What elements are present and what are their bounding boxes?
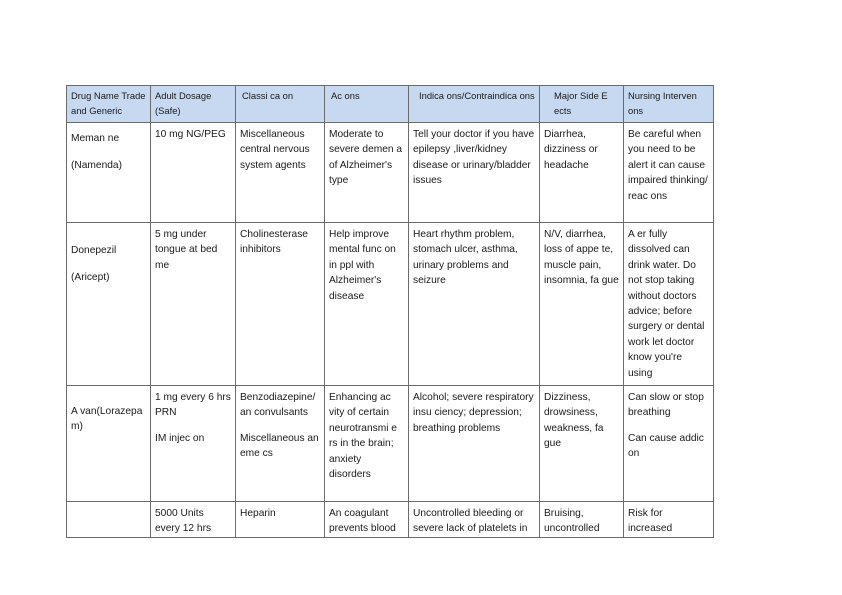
- dosage-cell: 5000 Units every 12 hrs: [151, 502, 236, 538]
- table-row: [67, 386, 714, 502]
- dosage-cell: 1 mg every 6 hrs PRN IM injec on: [151, 386, 236, 502]
- table-header-row: [67, 86, 714, 123]
- classification-cell: Benzodiazepine/ an convulsants Miscellaneous an eme cs: [236, 386, 325, 502]
- side-effects-cell: Diarrhea, dizziness or headache: [540, 123, 624, 223]
- header-drug-name: Drug Name Trade and Generic: [67, 86, 151, 123]
- nursing-cell: Risk for increased: [624, 502, 714, 538]
- actions-cell: Help improve mental func on in ppl with Alzheimer's disease: [325, 223, 409, 386]
- nursing-cell: A er fully dissolved can drink water. Do not stop taking without doctors advice; before surgery or dental work let doctor know you're using: [624, 223, 714, 386]
- dosage-cell: 5 mg under tongue at bed me: [151, 223, 236, 386]
- actions-cell: Moderate to severe demen a of Alzheimer's type: [325, 123, 409, 223]
- table-row: [67, 123, 714, 223]
- table-row: [67, 223, 714, 386]
- drug-generic-name: (Namenda): [71, 160, 122, 172]
- header-indications: Indica ons/Contraindica ons: [409, 86, 540, 123]
- table-row: [67, 502, 714, 538]
- classification-cell: Miscellaneous central nervous system agents: [236, 123, 325, 223]
- actions-cell: Enhancing ac vity of certain neurotransmi e rs in the brain; anxiety disorders: [325, 386, 409, 502]
- header-actions: Ac ons: [325, 86, 409, 123]
- drug-name-cell: [67, 386, 151, 502]
- dosage-cell: 10 mg NG/PEG: [151, 123, 236, 223]
- side-effects-cell: Dizziness, drowsiness, weakness, fa gue: [540, 386, 624, 502]
- drug-generic-name: (Aricept): [71, 272, 110, 284]
- header-adult-dosage: Adult Dosage (Safe): [151, 86, 236, 123]
- drug-trade-name: Meman ne: [71, 133, 120, 144]
- indications-cell: Tell your doctor if you have epilepsy ,liver/kidney disease or urinary/bladder issues: [409, 123, 540, 223]
- drug-name-cell: [67, 223, 151, 386]
- header-nursing: Nursing Interven ons: [624, 86, 714, 123]
- side-effects-cell: Bruising, uncontrolled: [540, 502, 624, 538]
- drug-table: [66, 85, 714, 538]
- drug-name-cell: [67, 502, 151, 538]
- header-side-effects: Major Side E ects: [540, 86, 624, 123]
- indications-cell: Heart rhythm problem, stomach ulcer, asthma, urinary problems and seizure: [409, 223, 540, 386]
- indications-cell: Uncontrolled bleeding or severe lack of platelets in: [409, 502, 540, 538]
- drug-trade-name: Donepezil: [71, 245, 117, 256]
- side-effects-cell: N/V, diarrhea, loss of appe te, muscle pain, insomnia, fa gue: [540, 223, 624, 386]
- nursing-cell: Be careful when you need to be alert it can cause impaired thinking/ reac ons: [624, 123, 714, 223]
- drug-trade-name: A van(Lorazepa m): [71, 406, 143, 433]
- classification-cell: Cholinesterase inhibitors: [236, 223, 325, 386]
- nursing-cell: Can slow or stop breathing Can cause addic on: [624, 386, 714, 502]
- drug-name-cell: [67, 123, 151, 223]
- header-classification: Classi ca on: [236, 86, 325, 123]
- indications-cell: Alcohol; severe respiratory insu ciency; depression; breathing problems: [409, 386, 540, 502]
- classification-cell: Heparin: [236, 502, 325, 538]
- actions-cell: An coagulant prevents blood: [325, 502, 409, 538]
